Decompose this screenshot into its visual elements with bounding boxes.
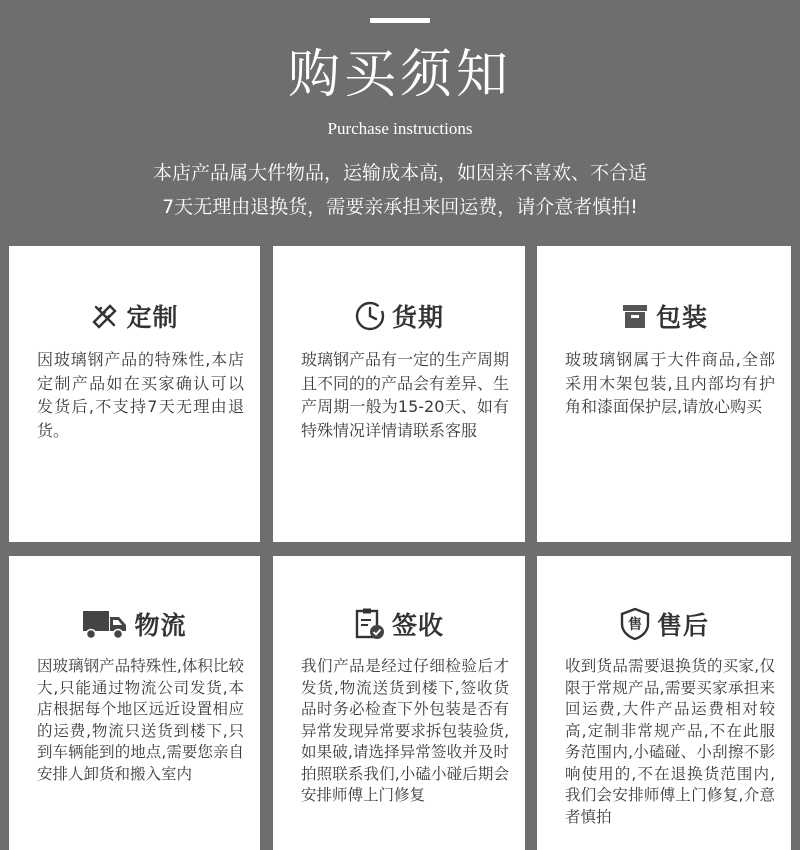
box-icon — [620, 301, 650, 331]
card-logistics-header — [9, 606, 260, 642]
card-lead-time — [273, 246, 525, 542]
clipboard-check-icon — [354, 607, 386, 641]
card-packaging-text: 玻玻璃钢属于大件商品,全部采用木架包装,且内部均有护角和漆面保护层,请放心购买 — [565, 350, 775, 416]
card-packaging-header — [537, 298, 791, 334]
pencil-ruler-icon — [90, 301, 120, 331]
card-after-sales — [537, 556, 791, 850]
card-lead-time-text: 玻璃钢产品有一定的生产周期且不同的的产品会有差异、生产周期一般为15-20天、如有特殊情况详情请联系客服 — [301, 350, 510, 440]
page-title: 购买须知 — [287, 45, 512, 105]
clock-icon — [354, 300, 386, 332]
card-after-sales-title: 售后 — [656, 611, 709, 640]
card-custom — [9, 246, 260, 542]
card-sign-for-header — [273, 606, 525, 642]
card-sign-for — [273, 556, 525, 850]
card-after-sales-header — [537, 606, 791, 642]
notice-line-1: 本店产品属大件物品，运输成本高，如因亲不喜欢、不合适 — [152, 162, 647, 184]
card-sign-for-title: 签收 — [391, 611, 444, 640]
page-subtitle: Purchase instructions — [327, 119, 473, 138]
svg-text:售: 售 — [627, 617, 642, 633]
notice-line-2: 7天无理由退换货，需要亲承担来回运费，请介意者慎拍! — [162, 196, 638, 218]
card-logistics-text: 因玻璃钢产品特殊性,体积比较大,只能通过物流公司发货,本店根据每个地区远近设置相应的运费,物流只送货到楼下,只到车辆能到的地点,需要您亲自安排人卸货和搬入室内 — [37, 657, 244, 783]
card-packaging-title: 包装 — [655, 303, 708, 332]
card-sign-for-text: 我们产品是经过仔细检验后才发货,物流送货到楼下,签收货品时务必检查下外包装是否有异常发现异常要求拆包装验货,如果破,请选择异常签收并及时拍照联系我们,小磕小碰后期会安排师傅上门修复 — [301, 657, 509, 804]
card-after-sales-text: 收到货品需要退换货的买家,仅限于常规产品,需要买家承担来回运费,大件产品运费相对较高,定制非常规产品,不在此服务范围内,小磕碰、小刮擦不影响使用的,不在退换货范围内,我们会安排师傅上门修复,介意者慎拍 — [565, 657, 775, 826]
card-lead-time-title: 货期 — [391, 303, 444, 332]
card-lead-time-header — [273, 298, 525, 334]
card-logistics-title: 物流 — [134, 611, 187, 640]
card-logistics — [9, 556, 260, 850]
card-custom-text: 因玻璃钢产品的特殊性,本店定制产品如在买家确认可以发货后,不支持7天无理由退货。 — [37, 350, 244, 440]
card-packaging — [537, 246, 791, 542]
shield-sale-icon — [619, 607, 651, 641]
card-custom-title: 定制 — [126, 303, 179, 332]
top-decor-bar — [370, 18, 430, 23]
truck-icon — [82, 607, 128, 641]
card-custom-header — [9, 298, 260, 334]
